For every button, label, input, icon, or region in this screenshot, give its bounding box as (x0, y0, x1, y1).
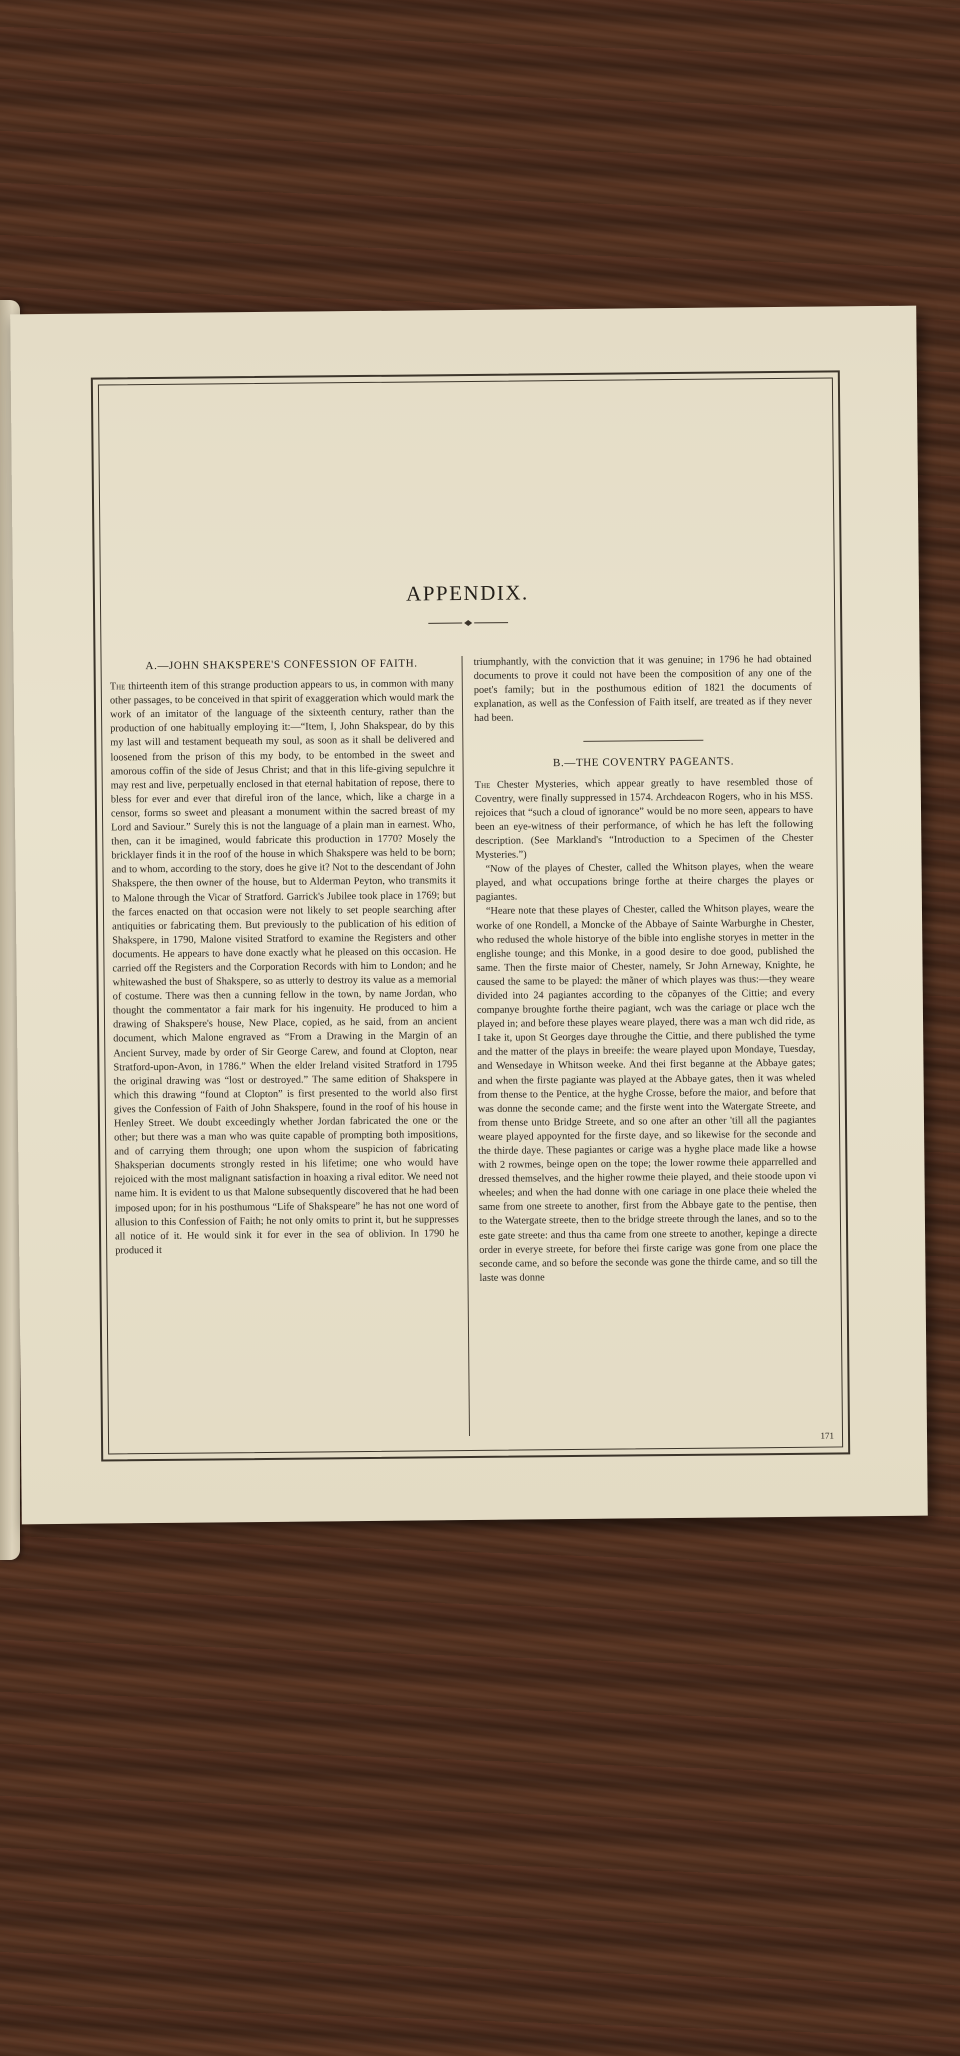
section-b-lead: The (474, 779, 491, 791)
appendix-title: APPENDIX. (405, 580, 529, 606)
section-b-paragraph-2: “Now of the playes of Chester, called the Whitson playes, when the weare played, and what occupations bringe forthe at theire charges the playes or pagiantes. (475, 860, 814, 904)
ornament-divider-icon (428, 619, 508, 628)
section-a-continuation: triumphantly, with the conviction that it was genuine; in 1796 he had obtained documents to prove it could not have been the composition of any one of the poet's family; but in the posthumous edition of 1821 the documents of explanation, as well as the Confession of Faith itself, are treated as if they never had been. (473, 653, 813, 725)
section-b-paragraph-1 (475, 775, 814, 863)
section-a-lead: The (109, 681, 126, 693)
section-b-para1: Chester Mysteries, which appear greatly to have resembled those of Coventry, were finally suppressed in 1574. Archdeacon Rogers, who in his MSS. rejoices that “such a cloud of ignorance” would be no more seen, appears to have been an eye-witness of their performance, of which he has left the following description. (See Markland's “Introduction to a Specimen of the Chester Mysteries.”) (474, 776, 814, 861)
page-frame (91, 370, 850, 1461)
section-b-paragraph-3: “Heare note that these playes of Chester, called the Whitson playes, weare the worke of one Rondell, a Moncke of the Abbaye of Sainte Warburghe in Chester, who redused the whole historye of the bible into englishe storyes in metter in the englishe tounge; and this Monke, in a good desire to doe good, published the same. Then the firste maior of Chester, namely, Sr John Arneway, Knighte, he caused the same to be played: the mãner of which playes was thus:—they weare divided into 24 pagiantes according to the cõpanyes of the Cittie; and every companye broughte forthe theire pagiant, wch was the cariage or place wch the played in; and before these playes weare played, there was a man wch did ride, as I take it, upon St Georges daye throughe the Cittie, and there published the tyme and the matter of the plays in breeife: the weare played upon Mondaye, Tuesday, and Wensedaye in Whitson weeke. And thei first beganne at the Abbaye gates; and when the firste pagiante was played at the Abbaye gates, then it was wheled from thense to the Pentice, at the hyghe Crosse, before the maior, and before that was donne the seconde came; and the firste went into the Watergate Streete, and from thense unto Bridge Streete, and so one after an other 'till all the pagiantes weare played appoynted for the firste daye, and so likewise for the seconde and the thirde daye. These pagiantes or carige was a hyghe place made like a howse with 2 rowmes, beinge open on the tope; the lower rowme theie apparrelled and dressed themselves, and the higher rowme theie played, and theie stoode upon vi wheeles; and when the had donne with one cariage in one place theie wheled the same from one streete to another, first from the Abbaye gate to the pentise, then to the Watergate streete, then to the bridge streete through the lanes, and so to the este gate streete: and thus tha came from one streete to another, kepinge a directe order in everye streete, for before thei firste carige was gone from one place the seconde came, and so before the seconde was gone the thirde came, and so till the laste was donne (476, 903, 818, 1284)
section-a-body: thirteenth item of this strange production appears to us, in common with many other passages, to be conceived in that spirit of exaggeration which would mark the work of an imitator of the language of the sixteenth century, rather than the production of one habitually employing it:—“Item, I, John Shakspear, do by this my last will and testament bequeath my soul, as soon as it shall be delivered and loosened from the prison of this my body, to be entombed in the sweet and amorous coffin of the side of Jesus Christ; and that in this life-giving sepulchre it may rest and live, perpetually enclosed in that eternal habitation of repose, there to bless for ever and ever that direful iron of the lance, which, like a charge in a censor, forms so sweet and pleasant a monument within the sacred breast of my Lord and Saviour.” Surely this is not the language of a plain man in earnest. Who, then, can it be imagined, would fabricate this production in 1770? Mosely the bricklayer finds it in the roof of the house in which Shakspere was held to be born; and to whom, according to the story, does he give it? Not to the descendant of John Shakspere, the then owner of the house, but to Alderman Peyton, who transmits it to Malone through the Vicar of Stratford. Garrick's Jubilee took place in 1769; but the farces enacted on that occasion were not likely to set people searching after antiquities or fabricating them. But previously to the publication of his edition of Shakspere, in 1790, Malone visited Stratford to examine the Registers and other documents. He appears to have done exactly what he pleased on this occasion. He carried off the Registers and the Corporation Records with him to London; and he whitewashed the bust of Shakspere, so as utterly to destroy its value as a memorial of costume. There was then a cunning fellow in the town, by name Jordan, who thought the commentator a fair mark for his ingenuity. He produced to him a drawing of Shakspere's house, New Place, copied, as he said, from an ancient document, which Malone engraved as “From a Drawing in the Margin of an Ancient Survey, made by order of Sir George Carew, and found at Clopton, near Stratford-upon-Avon, in 1786.” When the elder Ireland visited Stratford in 1795 the original drawing was “lost or destroyed.” The same edition of Shakspere in which this drawing “found at Clopton” is first presented to the world also first gives the Confession of Faith of John Shakspere, found in the roof of his house in Henley Street. We doubt exceedingly whether Jordan fabricated the one or the other; but there was a man who was quite capable of prompting both impositions, and of carrying them through; one upon whom the suspicion of fabricating Shaksperian documents strongly rested in his lifetime; one who would have rejoiced with the most malignant satisfaction in hoaxing a rival editor. We need not name him. It is evident to us that Malone subsequently discovered that he had been imposed upon; for in his posthumous “Life of Shakspeare” he has not one word of allusion to this Confession of Faith; he not only omits to print it, but he suppresses all notice of it. He would sink it for ever in the sea of oblivion. In 1790 he produced it (109, 678, 460, 1257)
right-column (474, 653, 818, 1286)
page-number: 171 (820, 1430, 835, 1441)
section-a-heading: A.—JOHN SHAKSPERE'S CONFESSION OF FAITH. (145, 657, 418, 673)
book-page (10, 306, 928, 1525)
section-rule (583, 740, 703, 742)
section-a-paragraph (110, 677, 460, 1258)
section-b-heading: B.—THE COVENTRY PAGEANTS. (552, 755, 735, 770)
left-column (110, 656, 460, 1258)
